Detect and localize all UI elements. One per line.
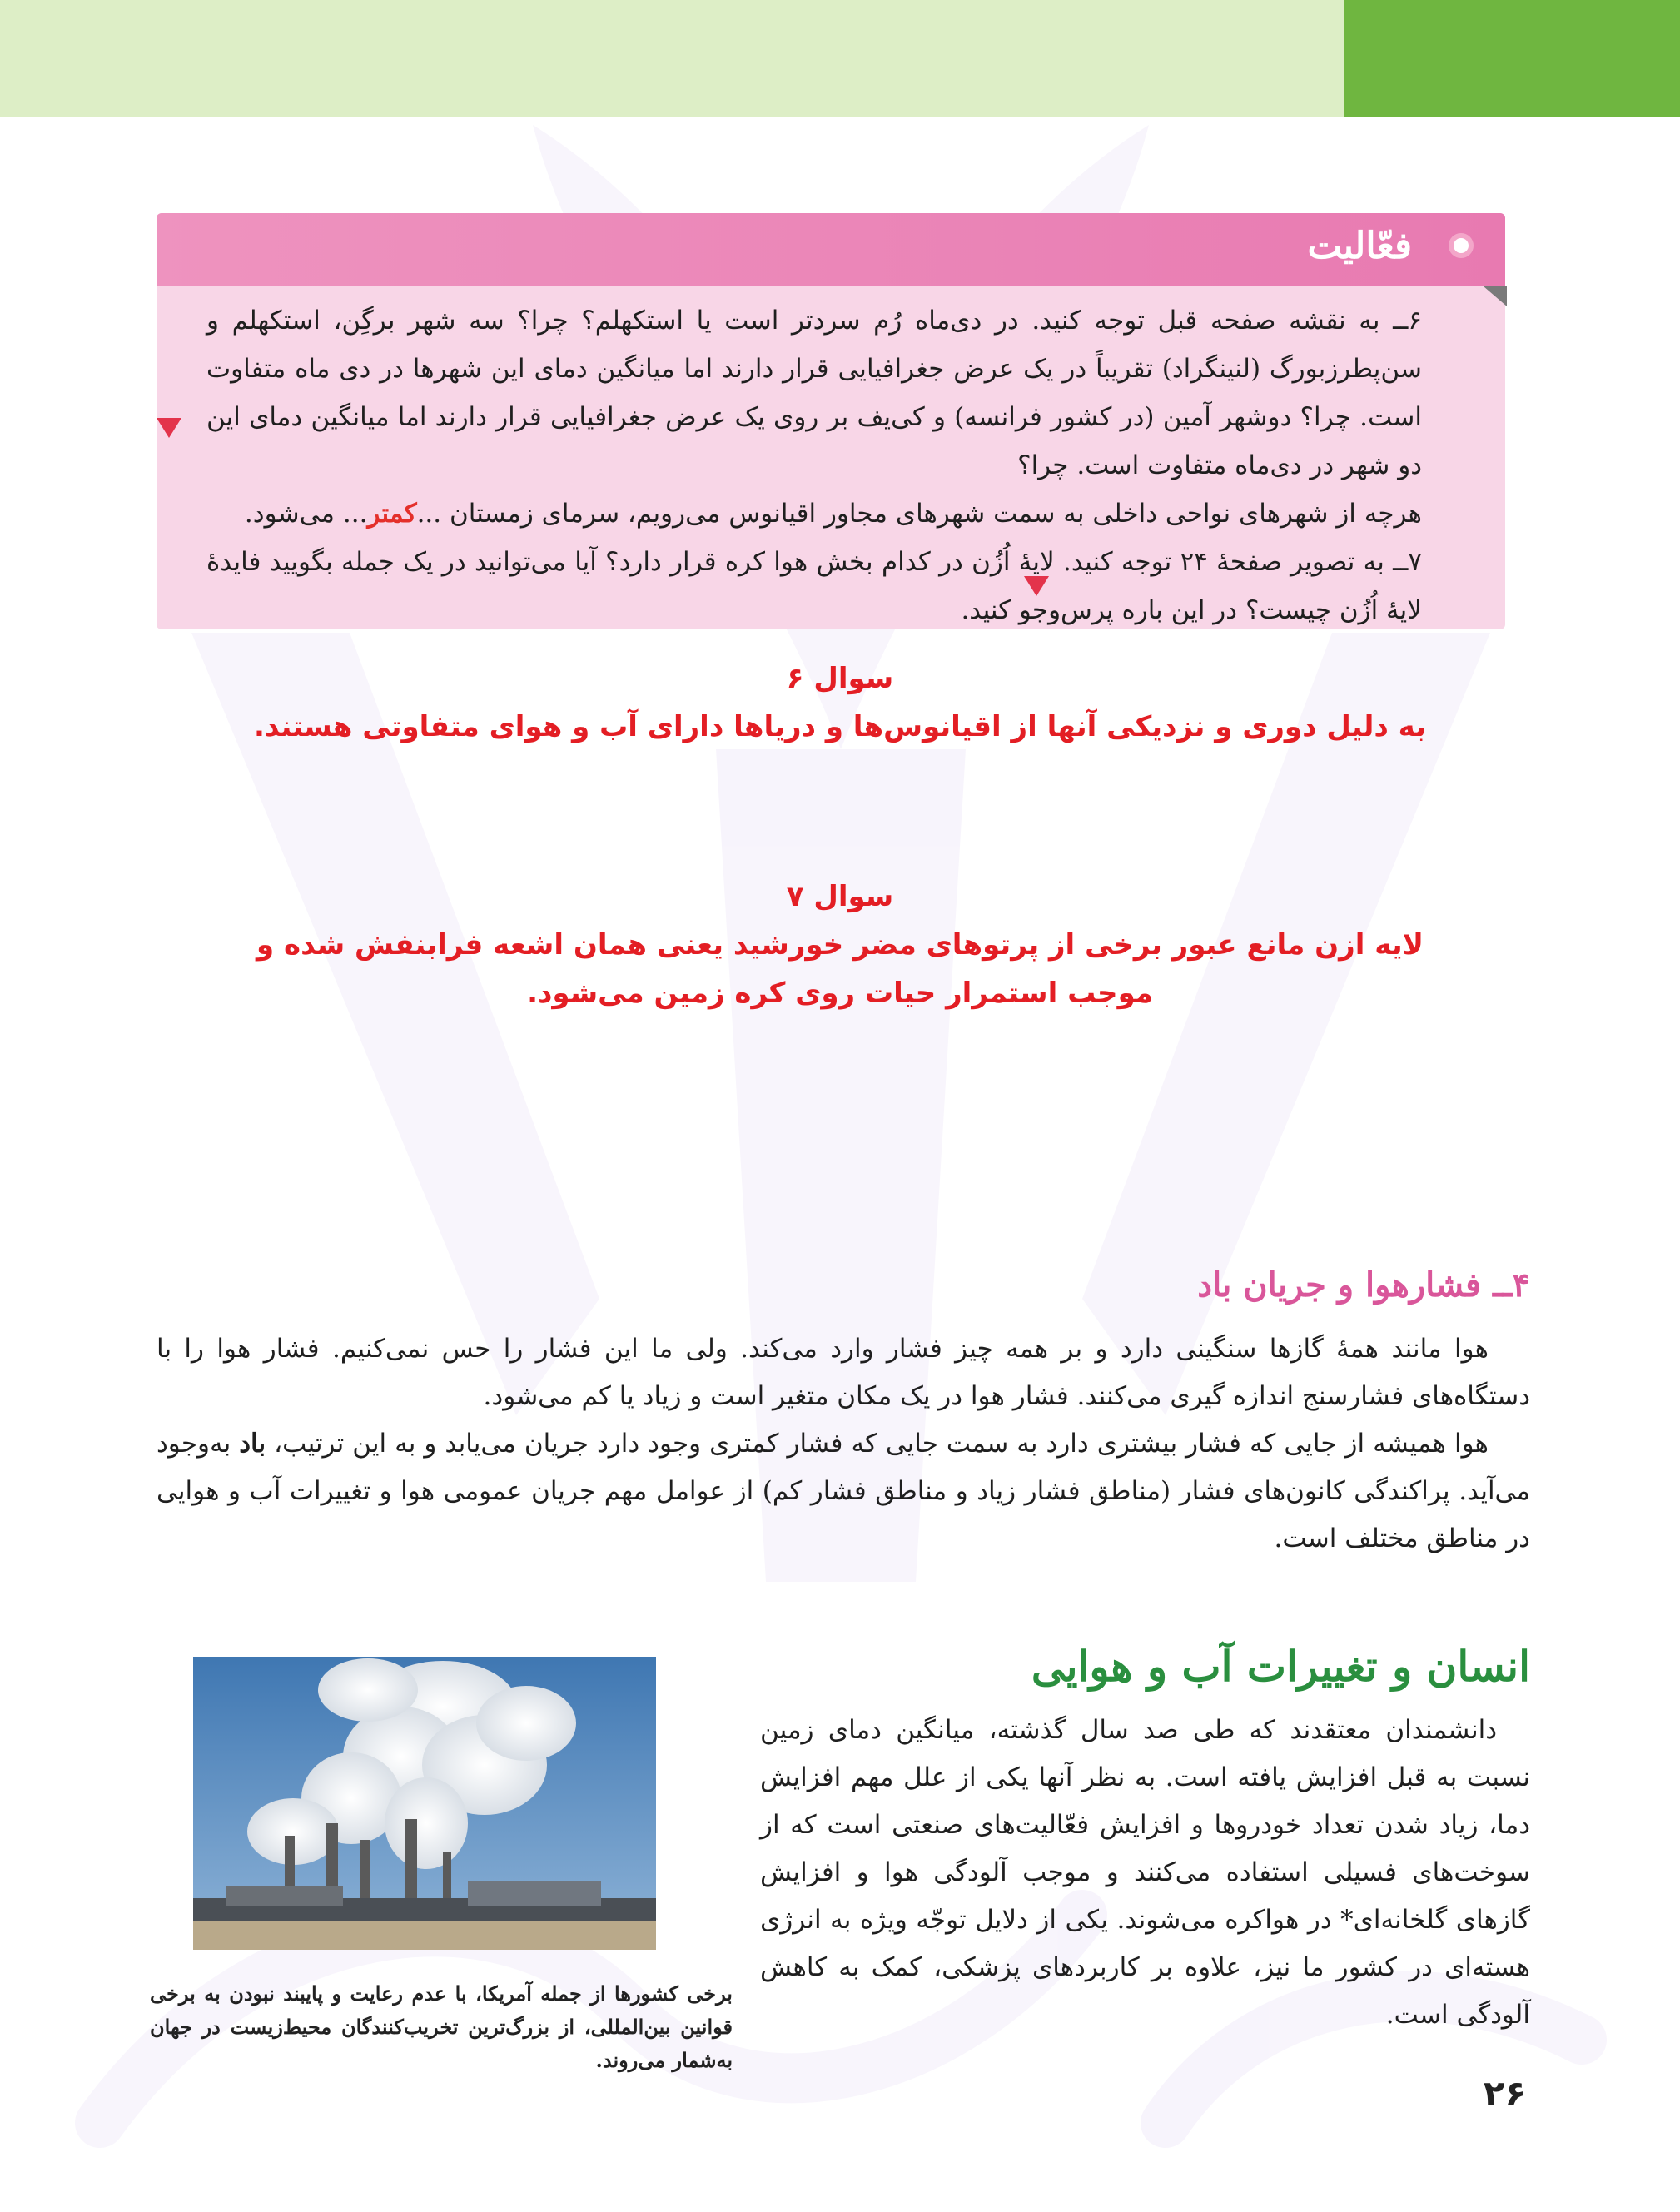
answer-7-line-2: موجب استمرار حیات روی کره زمین می‌شود. [527, 977, 1153, 1010]
section-p2-before: هوا همیشه از جایی که فشار بیشتری دارد به سمت جایی که فشار کمتری وجود دارد جریان می‌یابد و به این ترتیب، [274, 1429, 1489, 1459]
answer-6 [0, 654, 1680, 751]
fill-answer: کمتر [367, 499, 417, 529]
section-title: ۴ــ فشارهوا و جریان باد [1197, 1265, 1530, 1305]
marker-triangle-icon [157, 418, 181, 438]
answer-6-title: سوال ۶ [786, 662, 894, 695]
answer-7 [0, 872, 1680, 1017]
activity-fill-line [206, 490, 1422, 538]
answer-7-title: سوال ۷ [786, 880, 894, 913]
answer-6-line: به دلیل دوری و نزدیکی آنها از اقیانوس‌ها و دریاها دارای آب و هوای متفاوتی هستند. [253, 710, 1427, 743]
activity-header [157, 213, 1505, 286]
human-climate-title: انسان و تغییرات آب و هوایی [1031, 1642, 1530, 1691]
activity-question-6: ۶ــ به نقشه صفحه قبل توجه کنید. در دی‌ماه رُم سردتر است یا استکهلم؟ چرا؟ سه شهر برگِن، استکهلم و سن‌پطرزبورگ (لنینگراد) تقریباً در یک عرض جغرافیایی قرار دارند اما میانگین دمای این شهرها در دی ماه متفاوت است. چرا؟ دوشهر آمین (در کشور فرانسه) و کی‌یف بر روی یک عرض جغرافیایی قرار دارند اما میانگین دمای این دو شهر در دی‌ماه متفاوت است. چرا؟ [206, 306, 1422, 480]
header-band-dark [1344, 0, 1680, 117]
activity-box [157, 213, 1505, 629]
human-climate-body [760, 1707, 1530, 2039]
activity-title: فعّالیت [1307, 225, 1412, 267]
activity-bullet-icon [1449, 233, 1474, 258]
factory-smoke-photo [193, 1657, 656, 1950]
activity-question-7: ۷ــ به تصویر صفحهٔ ۲۴ توجه کنید. لایهٔ اُزُن در کدام بخش هوا کره قرار دارد؟ آیا می‌توانید در یک جمله بگویید فایدهٔ لایهٔ اُزُن چیست؟ در این باره پرس‌وجو کنید. [206, 547, 1422, 625]
marker-triangle-icon [1024, 576, 1049, 596]
fold-corner-icon [1484, 286, 1507, 306]
section-paragraph-2 [157, 1420, 1530, 1563]
section-paragraph-1: هوا مانند همهٔ گازها سنگینی دارد و بر همه چیز فشار وارد می‌کند. ولی ما این فشار را حس نمی‌کنیم. فشار هوا را با دستگاه‌های فشارسنج اندازه گیری می‌کنند. فشار هوا در یک مکان متغیر است و زیاد یا کم می‌شود. [157, 1334, 1530, 1411]
section-p2-after: به‌وجود می‌آید. پراکندگی کانون‌های فشار (مناطق فشار زیاد و مناطق فشار کم) از عوامل مهم جریان عمومی هوا و تغییرات آب و هوایی در مناطق مختلف است. [157, 1429, 1530, 1553]
page-number: ۲۶ [1483, 2073, 1526, 2114]
photo-caption: برخی کشورها از جمله آمریکا، با عدم رعایت و پایبند نبودن به برخی قوانین بین‌المللی، از بزرگ‌ترین تخریب‌کنندگان محیط‌زیست در جهان به‌شمار می‌روند. [150, 1981, 733, 2072]
fill-line-after: ... می‌شود. [244, 499, 368, 529]
human-climate-paragraph: دانشمندان معتقدند که طی صد سال گذشته، میانگین دمای زمین نسبت به قبل افزایش یافته است. به نظر آنها یکی از علل مهم افزایش دما، زیاد شدن تعداد خودروها و افزایش فعّالیت‌های صنعتی است که از سوخت‌های فسیلی استفاده می‌کنند و موجب آلودگی هوا و افزایش گازهای گلخانه‌ای* در هواکره می‌شوند. یکی از دلایل توجّه ویژه به انرژی هسته‌ای در کشور ما نیز، علاوه بر کاربردهای پزشکی، کمک به کاهش آلودگی است. [760, 1715, 1531, 2030]
section-p2-bold: باد [239, 1429, 266, 1459]
answer-7-line-1: لایه ازن مانع عبور برخی از پرتوهای مضر خورشید یعنی همان اشعه فرابنفش شده و [256, 928, 1424, 962]
fill-line-before: هرچه از شهرهای نواحی داخلی به سمت شهرهای مجاور اقیانوس می‌رویم، سرمای زمستان ... [416, 499, 1422, 529]
section-body [157, 1325, 1530, 1563]
header-band-light [0, 0, 1344, 117]
factory-smoke-illustration [193, 1657, 656, 1950]
activity-body [206, 296, 1422, 634]
